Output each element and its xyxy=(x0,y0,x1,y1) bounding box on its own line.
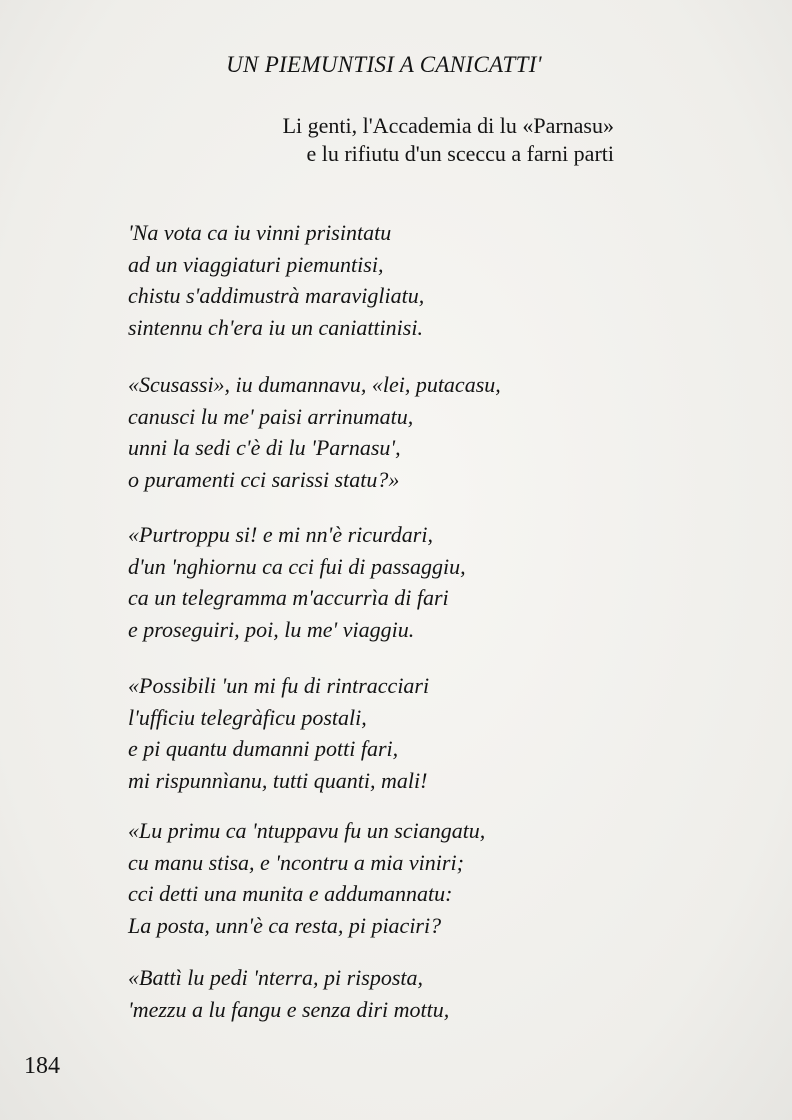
verse-line: cci detti una munita e addumannatu: xyxy=(128,881,453,906)
verse-line: 'Na vota ca iu vinni prisintatu xyxy=(128,220,392,245)
verse-line: o puramenti cci sarissi statu?» xyxy=(128,466,400,492)
verse-line: «Possibili 'un mi fu di rintracciari xyxy=(128,673,430,698)
poem-title: UN PIEMUNTISI A CANICATTI' xyxy=(226,52,542,77)
verse-line: La posta, unn'è ca resta, pi piaciri? xyxy=(128,912,442,938)
verse-line: canusci lu me' paisi arrinumatu, xyxy=(128,403,414,429)
verse-line: d'un 'nghiornu ca cci fui di passaggiu, xyxy=(128,553,466,579)
stanza-3 xyxy=(128,519,466,645)
verse-line: e proseguiri, poi, lu me' viaggiu. xyxy=(128,616,415,642)
verse-line: mi rispunnìanu, tutti quanti, mali! xyxy=(128,767,428,793)
verse-line: sintennu ch'era iu un caniattinisi. xyxy=(128,314,423,340)
page-number: 184 xyxy=(24,1053,60,1079)
verse-line: «Battì lu pedi 'nterra, pi risposta, xyxy=(128,965,423,990)
stanza-2 xyxy=(128,369,501,495)
verse-line: l'ufficiu telegràficu postali, xyxy=(128,704,367,730)
stanza-6 xyxy=(128,962,449,1025)
subtitle-line: e lu rifiutu d'un sceccu a farni parti xyxy=(306,141,614,166)
verse-line: chistu s'addimustrà maravigliatu, xyxy=(128,283,425,308)
verse-line: ad un viaggiaturi piemuntisi, xyxy=(128,251,384,277)
verse-line: e pi quantu dumanni potti fari, xyxy=(128,736,399,761)
stanza-1 xyxy=(128,217,424,343)
verse-line: cu manu stisa, e 'ncontru a mia viniri; xyxy=(128,849,464,875)
verse-line: unni la sedi c'è di lu 'Parnasu', xyxy=(128,435,401,460)
verse-line: «Lu primu ca 'ntuppavu fu un sciangatu, xyxy=(128,818,486,843)
subtitle-line: Li genti, l'Accademia di lu «Parnasu» xyxy=(282,113,614,138)
poem-subtitle xyxy=(229,112,629,168)
verse-line: «Purtroppu si! e mi nn'è ricurdari, xyxy=(128,522,433,547)
verse-line: ca un telegramma m'accurrìa di fari xyxy=(128,585,449,610)
stanza-5 xyxy=(128,815,485,941)
verse-line: 'mezzu a lu fangu e senza diri mottu, xyxy=(128,996,450,1022)
verse-line: «Scusassi», iu dumannavu, «lei, putacasu, xyxy=(128,372,501,397)
stanza-4 xyxy=(128,670,429,796)
